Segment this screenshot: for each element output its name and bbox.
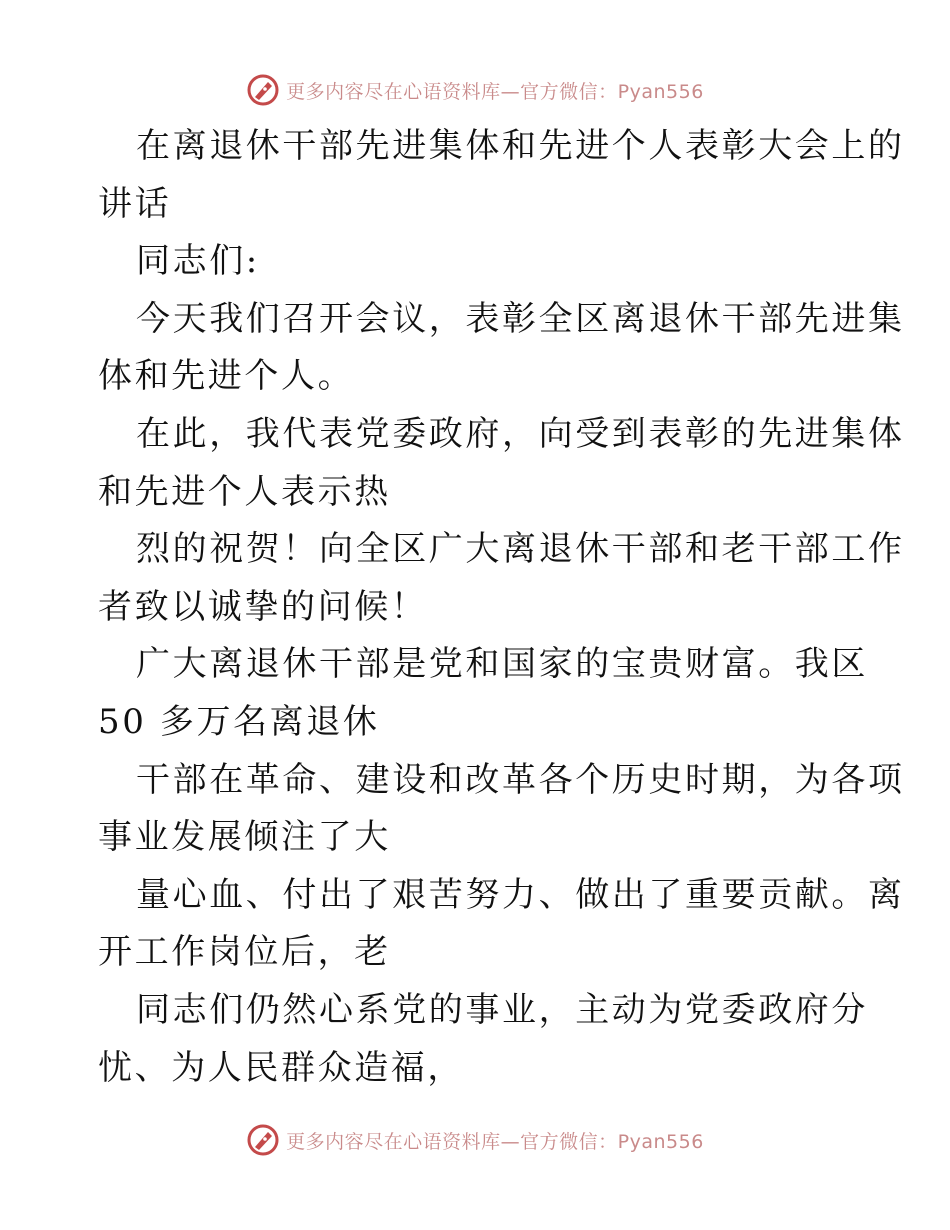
salutation: 同志们: xyxy=(136,241,260,282)
text-line: 者致以诚挚的问候！ xyxy=(98,586,428,627)
text-line: 在此，我代表党委政府，向受到表彰的先进集体 xyxy=(136,413,905,454)
text-line: 50 多万名离退休 xyxy=(98,701,380,742)
text-line: 广大离退休干部是党和国家的宝贵财富。我区 xyxy=(136,644,868,685)
title-line-1: 在离退休干部先进集体和先进个人表彰大会上的 xyxy=(136,126,905,166)
text-line: 忧、为人民群众造福， xyxy=(98,1047,464,1088)
text-line: 今天我们召开会议，表彰全区离退休干部先进集 xyxy=(136,298,905,339)
pen-nib-seal-icon xyxy=(246,1123,280,1157)
text-line: 体和先进个人。 xyxy=(98,356,355,397)
text-line: 和先进个人表示热 xyxy=(98,471,391,512)
pen-nib-seal-icon xyxy=(246,73,280,107)
text-line: 量心血、付出了艰苦努力、做出了重要贡献。离 xyxy=(136,874,905,915)
watermark-text: 更多内容尽在心语资料库—官方微信：Pyan556 xyxy=(286,80,704,103)
text-line: 事业发展倾注了大 xyxy=(98,817,391,858)
text-line: 干部在革命、建设和改革各个历史时期，为各项 xyxy=(136,759,905,800)
watermark-text: 更多内容尽在心语资料库—官方微信：Pyan556 xyxy=(286,1130,704,1153)
title-line-2: 讲话 xyxy=(98,183,172,224)
header-watermark xyxy=(0,72,950,108)
text-line: 开工作岗位后，老 xyxy=(98,932,391,973)
footer-watermark xyxy=(0,1122,950,1158)
document-body xyxy=(98,118,905,1097)
text-line: 同志们仍然心系党的事业，主动为党委政府分 xyxy=(136,989,868,1030)
text-line: 烈的祝贺！向全区广大离退休干部和老干部工作 xyxy=(136,529,905,570)
